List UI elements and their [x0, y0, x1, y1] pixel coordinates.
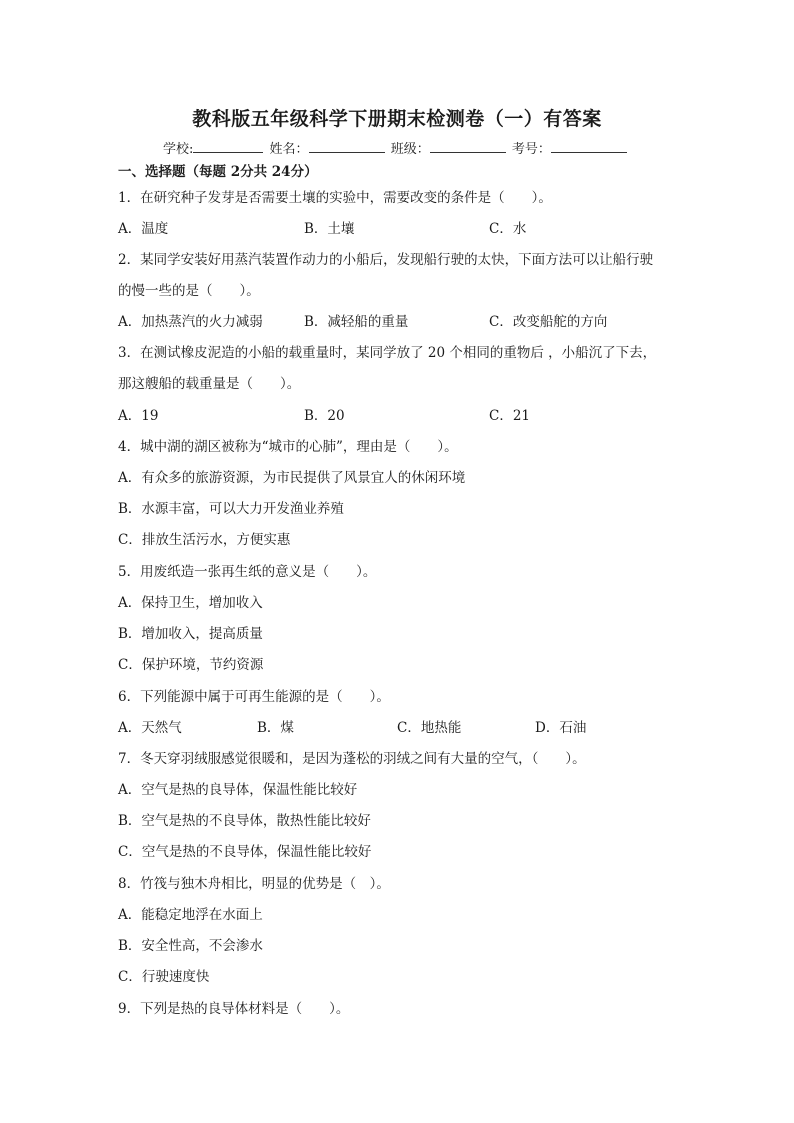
question-2-stem-line2: 的慢一些的是（ ）。 — [118, 283, 260, 299]
option-c: C．21 — [489, 408, 531, 424]
class-blank — [430, 140, 506, 153]
class-label: 班级： — [390, 142, 430, 157]
question-5-option-b: B．增加收入，提高质量 — [118, 626, 263, 642]
question-8-option-c: C．行驶速度快 — [118, 969, 210, 985]
question-8-option-a: A．能稳定地浮在水面上 — [118, 907, 263, 923]
name-blank — [309, 140, 385, 153]
question-5-stem: 5．用废纸造一张再生纸的意义是（ ）。 — [118, 564, 377, 580]
name-label: 姓名： — [269, 142, 309, 157]
number-label: 考号： — [511, 142, 551, 157]
question-3-stem-line2: 那这艘船的载重量是（ ）。 — [118, 376, 301, 392]
question-5-option-a: A．保持卫生，增加收入 — [118, 595, 263, 611]
option-c: C．改变船舵的方向 — [489, 314, 608, 330]
option-a: A．加热蒸汽的火力减弱 — [118, 314, 263, 330]
section-header: 一、选择题（每题 2分共 24分） — [118, 164, 318, 180]
option-a: A．温度 — [118, 221, 169, 237]
option-c: C．水 — [489, 221, 527, 237]
question-7-stem: 7．冬天穿羽绒服感觉很暖和，是因为蓬松的羽绒之间有大量的空气，（ ）。 — [118, 751, 586, 767]
option-b: B．煤 — [257, 720, 294, 736]
option-b: B．20 — [304, 408, 345, 424]
question-7-option-c: C．空气是热的不良导体，保温性能比较好 — [118, 844, 372, 860]
exam-title: 教科版五年级科学下册期末检测卷（一）有答案 — [192, 108, 602, 130]
question-6-stem: 6．下列能源中属于可再生能源的是（ ）。 — [118, 689, 390, 705]
question-2-options — [118, 310, 718, 330]
question-1-stem: 1．在研究种子发芽是否需要土壤的实验中，需要改变的条件是（ ）。 — [118, 190, 552, 206]
question-4-option-a: A．有众多的旅游资源，为市民提供了风景宜人的休闲环境 — [118, 470, 466, 486]
question-9-stem: 9．下列是热的良导体材料是（ ）。 — [118, 1001, 350, 1017]
option-b: B．土壤 — [304, 221, 355, 237]
number-blank — [551, 140, 627, 153]
question-8-option-b: B．安全性高，不会渗水 — [118, 938, 263, 954]
option-a: A．19 — [118, 408, 159, 424]
question-7-option-b: B．空气是热的不良导体，散热性能比较好 — [118, 813, 371, 829]
option-a: A．天然气 — [118, 720, 182, 736]
school-label: 学校: — [163, 142, 194, 157]
question-1-options — [118, 217, 718, 237]
question-7-option-a: A．空气是热的良导体，保温性能比较好 — [118, 782, 358, 798]
question-4-stem: 4．城中湖的湖区被称为“城市的心肺”，理由是（ ）。 — [118, 439, 458, 455]
question-4-option-b: B．水源丰富，可以大力开发渔业养殖 — [118, 501, 344, 517]
question-2-stem-line1: 2．某同学安装好用蒸汽装置作动力的小船后，发现船行驶的太快，下面方法可以让船行驶 — [118, 252, 654, 268]
question-6-options — [118, 716, 718, 736]
option-d: D．石油 — [535, 720, 587, 736]
question-3-options — [118, 404, 718, 424]
student-info-line — [163, 138, 629, 157]
question-5-option-c: C．保护环境，节约资源 — [118, 657, 264, 673]
question-8-stem: 8．竹筏与独木舟相比，明显的优势是（ ）。 — [118, 876, 390, 892]
option-b: B．减轻船的重量 — [304, 314, 409, 330]
option-c: C．地热能 — [397, 720, 462, 736]
question-4-option-c: C．排放生活污水，方便实惠 — [118, 532, 291, 548]
school-blank — [193, 140, 263, 153]
question-3-stem-line1: 3．在测试橡皮泥造的小船的载重量时，某同学放了 20 个相同的重物后 ，小船沉了下去， — [118, 345, 657, 361]
